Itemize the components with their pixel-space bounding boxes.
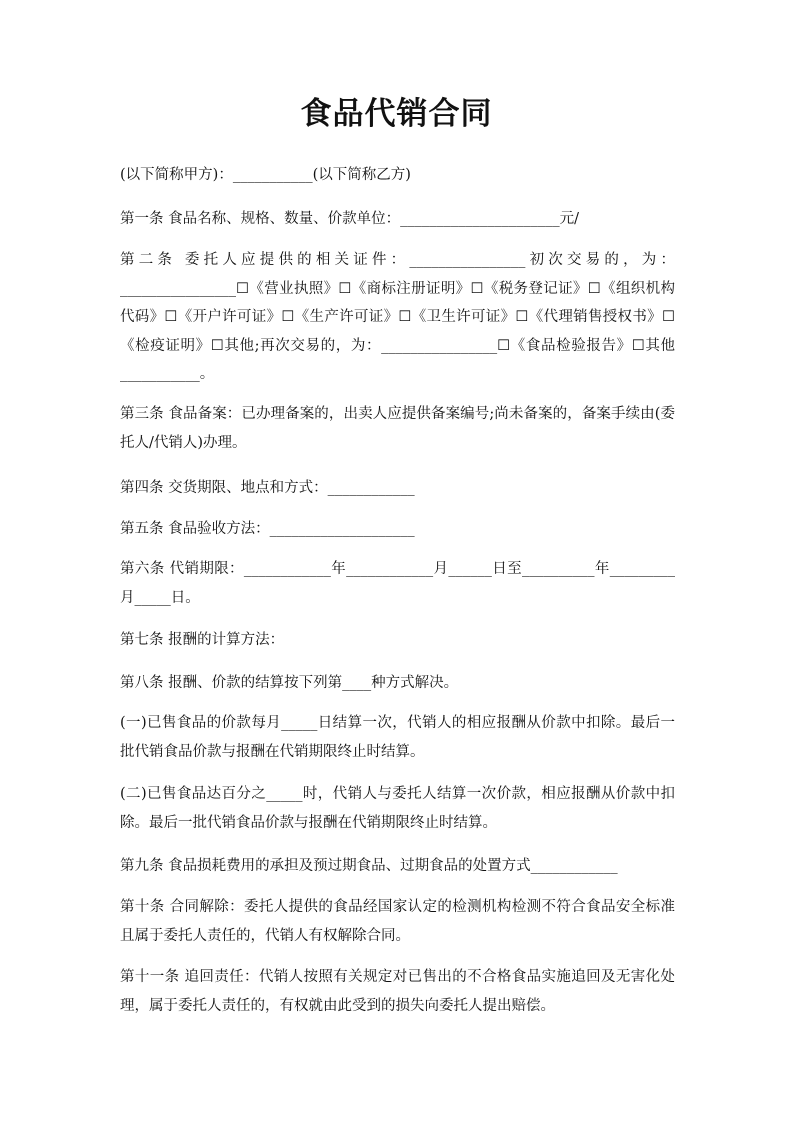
clause-9: 第九条 食品损耗费用的承担及预过期食品、过期食品的处置方式____________ xyxy=(120,858,618,874)
document-title: 食品代销合同 xyxy=(300,96,493,132)
clause-8: 第八条 报酬、价款的结算按下列第____种方式解决。 xyxy=(120,675,459,691)
clause-1: 第一条 食品名称、规格、数量、价款单位：______________________元/ xyxy=(120,211,579,227)
clause-7: 第七条 报酬的计算方法： xyxy=(120,632,285,648)
clause-8-option-1: (一)已售食品的价款每月_____日结算一次，代销人的相应报酬从价款中扣除。最后一批代销食品价款与报酬在代销期限终止时结算。 xyxy=(120,715,675,760)
clause-6: 第六条 代销期限：____________年____________月______日至__________年_________月_____日。 xyxy=(120,561,675,606)
clause-5: 第五条 食品验收方法：____________________ xyxy=(120,521,415,537)
clause-10: 第十条 合同解除：委托人提供的食品经国家认定的检测机构检测不符合食品安全标准且属于委托人责任的，代销人有权解除合同。 xyxy=(120,899,675,944)
clause-8-option-2: (二)已售食品达百分之_____时，代销人与委托人结算一次价款，相应报酬从价款中扣除。最后一批代销食品价款与报酬在代销期限终止时结算。 xyxy=(120,786,675,831)
clause-4: 第四条 交货期限、地点和方式：____________ xyxy=(120,480,415,496)
clause-11: 第十一条 追回责任：代销人按照有关规定对已售出的不合格食品实施追回及无害化处理，属于委托人责任的，有权就由此受到的损失向委托人提出赔偿。 xyxy=(120,969,675,1014)
party-line: (以下简称甲方)：___________(以下简称乙方) xyxy=(120,167,411,183)
clause-2: 第二条 委托人应提供的相关证件：________________初次交易的，为：________________☐《营业执照》☐《商标注册证明》☐《税务登记证》☐《组织机构代码》☐《开户许可证》☐《生产许可证》☐《卫生许可证》☐《代理销售授权书》☐《检疫证明》☐其他;再次交易的，为：________________☐《食品检验报告》☐其他___________。 xyxy=(120,252,675,382)
clause-3: 第三条 食品备案：已办理备案的，出卖人应提供备案编号;尚未备案的，备案手续由(委托人/代销人)办理。 xyxy=(120,406,675,451)
